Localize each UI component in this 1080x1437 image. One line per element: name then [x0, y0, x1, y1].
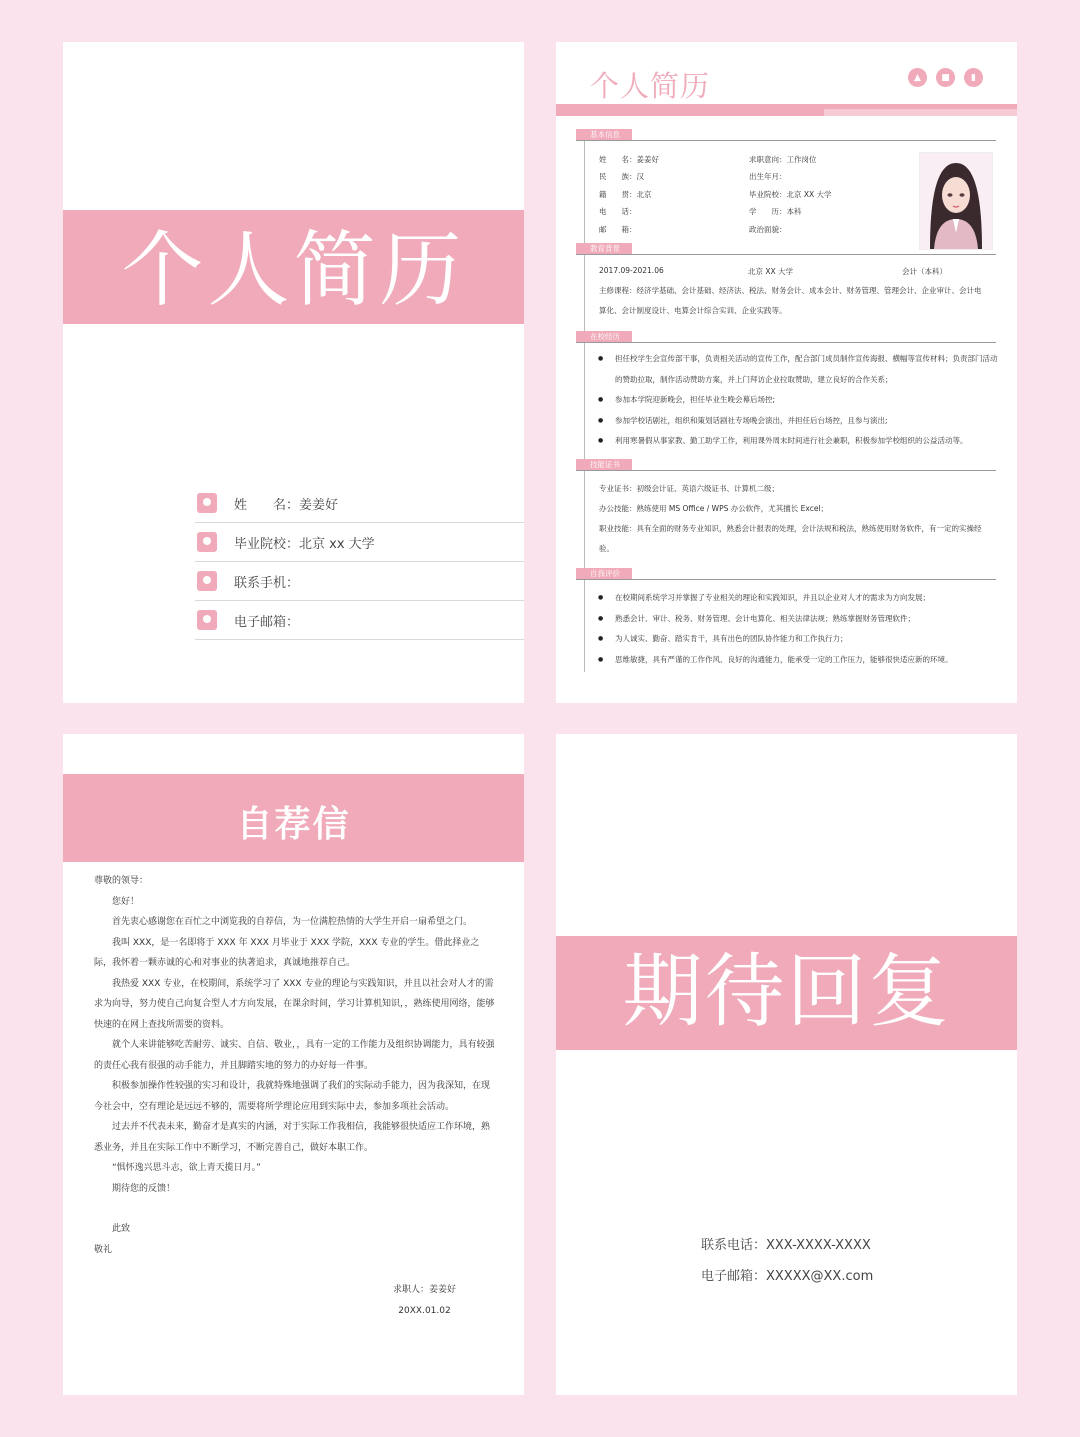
header-stripe	[556, 104, 826, 116]
closing-title: 期待回复	[622, 945, 951, 1038]
closing-title-band	[556, 936, 1017, 1050]
cover-letter-page	[63, 734, 524, 1395]
section-tab-skills: 技能证书	[576, 459, 632, 471]
letter-paragraph: 首先衷心感谢您在百忙之中浏览我的自荐信，为一位满腔热情的大学生开启一扇希望之门。	[112, 917, 473, 927]
letter-paragraph: 积极参加操作性较强的实习和设计，我就特殊地强调了我们的实际动手能力，因为我深知，在现今社会中，空有理论是远远不够的，需要将所学理论应用到实际中去，参加多项社会活动。	[94, 1081, 491, 1112]
skill-certificates: 专业证书：初级会计证、英语六级证书、计算机二级；	[599, 484, 779, 493]
list-item: ● 参加本学院迎新晚会，担任毕业生晚会幕后场控;	[598, 390, 998, 411]
info-school: 毕业院校：北京 XX 大学	[749, 190, 832, 199]
edu-school: 北京 XX 大学	[748, 267, 794, 276]
section-tab-basic: 基本信息	[576, 129, 632, 141]
contact-label: 电子邮箱：	[234, 614, 300, 630]
edu-courses: 主修课程：经济学基础、会计基础、经济法、税法、财务会计、成本会计、财务管理、管理会计、企业审计、会计电算化、会计制度设计、电算会计综合实训、企业实践等。	[599, 286, 982, 315]
section-divider	[576, 254, 996, 255]
timeline-line	[584, 132, 585, 672]
resume-header-icons	[908, 68, 983, 87]
letter-paragraph: 我叫 XXX，是一名即将于 XXX 年 XXX 月毕业于 XXX 学院，XXX 专业的学生。借此择业之际，我怀着一颗赤诚的心和对事业的执著追求，真诚地推荐自己。	[94, 937, 480, 968]
contact-label: 姓 名：	[234, 497, 300, 513]
letter-paragraph: 就个人来讲能够吃苦耐劳、诚实、自信、敬业，，具有一定的工作能力及组织协调能力，具有较强的责任心我有很强的动手能力，并且脚踏实地的努力的办好每一件事。	[94, 1040, 495, 1071]
briefcase-icon: ■	[936, 68, 955, 87]
closing-page	[556, 734, 1017, 1395]
info-name: 姓 名：姜姜好	[599, 155, 659, 164]
letter-closing: 此致	[112, 1224, 131, 1234]
letter-date: 20XX.01.02	[398, 1305, 451, 1316]
letter-greeting: 您好！	[112, 896, 140, 907]
section-divider	[576, 140, 996, 141]
letter-paragraph: 期待您的反馈！	[112, 1183, 176, 1194]
closing-phone: 联系电话：XXX-XXXX-XXXX	[701, 1238, 871, 1253]
resume-page	[556, 42, 1017, 703]
letter-paragraph: 过去并不代表未来，勤奋才是真实的内涵，对于实际工作我相信，我能够很快适应工作环境，熟悉业务，并且在实际工作中不断学习，不断完善自己，做好本职工作。	[94, 1122, 491, 1153]
contact-row-school	[195, 523, 524, 562]
mail-icon	[197, 610, 217, 630]
profile-photo	[919, 152, 993, 250]
letter-title-band	[63, 774, 524, 862]
letter-title: 自荐信	[236, 804, 351, 845]
contact-row-email	[195, 601, 524, 640]
skill-professional: 职业技能：具有全面的财务专业知识，熟悉会计报表的处理，会计法规和税法，熟练使用财务软件，有一定的实操经验。	[599, 524, 982, 553]
section-tab-self: 自我评价	[576, 568, 632, 580]
header-stripe	[824, 109, 1017, 116]
contact-value: 北京 xx 大学	[299, 536, 375, 552]
contact-label: 联系手机：	[234, 575, 300, 591]
letter-quote: “惧怀逸兴思斗志，欲上青天揽日月。”	[112, 1163, 261, 1173]
info-degree: 学 历：本科	[749, 207, 802, 216]
list-item: ● 参加学校话剧社，组织和策划话剧社专场晚会演出，并担任后台场控，且参与演出;	[598, 411, 998, 432]
person-icon	[197, 493, 217, 513]
contact-row-name	[195, 484, 524, 523]
location-icon	[197, 532, 217, 552]
list-item: ● 担任校学生会宣传部干事，负责相关活动的宣传工作，配合部门成员制作宣传海报、横幅等宣传材料；负责部门活动的赞助拉取，制作活动赞助方案，并上门拜访企业拉取赞助，建立良好的合作关系；	[598, 349, 998, 390]
info-birth: 出生年月：	[749, 172, 787, 181]
list-item: ● 利用寒暑假从事家教、勤工助学工作，利用课外周末时间进行社会兼职，积极参加学校组织的公益活动等。	[598, 431, 998, 452]
section-divider	[576, 470, 996, 471]
info-phone: 电 话：	[599, 207, 637, 216]
edu-period: 2017.09-2021.06	[599, 266, 664, 275]
info-ethnicity: 民 族：汉	[599, 172, 644, 181]
contact-value: 姜姜好	[299, 497, 339, 513]
letter-signature	[393, 1280, 456, 1321]
info-origin: 籍 贯：北京	[599, 190, 652, 199]
cover-page	[63, 42, 524, 703]
phone-icon: ▮	[964, 68, 983, 87]
list-item: ● 思维敏捷，具有严谨的工作作风、良好的沟通能力，能承受一定的工作压力，能够很快适应新的环境。	[598, 650, 998, 671]
info-politics: 政治面貌：	[749, 225, 787, 234]
phone-icon	[197, 571, 217, 591]
info-email: 邮 箱：	[599, 225, 637, 234]
skill-office: 办公技能：熟练使用 MS Office / WPS 办公软件，尤其擅长 Excel；	[599, 504, 829, 513]
info-intention: 求职意向：工作岗位	[749, 155, 817, 164]
edu-major: 会计（本科）	[902, 267, 947, 276]
section-tab-education: 教育背景	[576, 243, 632, 255]
graduation-cap-icon: ▲	[908, 68, 927, 87]
section-divider	[576, 342, 996, 343]
list-item: ● 在校期间系统学习并掌握了专业相关的理论和实践知识，并且以企业对人才的需求为方向发展；	[598, 588, 998, 609]
letter-body	[94, 871, 496, 1260]
closing-email: 电子邮箱：XXXXX@XX.com	[701, 1269, 874, 1284]
contact-row-phone	[195, 562, 524, 601]
portrait-illustration	[920, 153, 992, 249]
list-item: ● 熟悉会计、审计、税务、财务管理、会计电算化、相关法律法规；熟练掌握财务管理软件；	[598, 609, 998, 630]
resume-title: 个人简历	[590, 69, 711, 103]
contact-label: 毕业院校：	[234, 536, 300, 552]
letter-signer: 求职人：姜姜好	[393, 1285, 457, 1295]
letter-closing: 敬礼	[94, 1244, 113, 1255]
list-item: ● 为人诚实、勤奋、踏实肯干，具有出色的团队协作能力和工作执行力；	[598, 629, 998, 650]
section-divider	[576, 579, 996, 580]
cover-title: 个人简历	[121, 223, 466, 318]
section-tab-campus: 在校经历	[576, 331, 632, 343]
self-eval-list	[598, 588, 998, 670]
letter-paragraph: 我热爱 XXX 专业，在校期间，系统学习了 XXX 专业的理论与实践知识，并且以社会对人才的需求为向导，努力使自己向复合型人才方向发展，在课余时间，学习计算机知识，，熟练使用网络，能够快速的在网上查找所需要的资料。	[94, 978, 495, 1030]
cover-title-band	[63, 210, 524, 324]
letter-salutation: 尊敬的领导：	[94, 876, 149, 886]
cover-contact-list	[195, 484, 524, 640]
campus-list	[598, 349, 998, 452]
